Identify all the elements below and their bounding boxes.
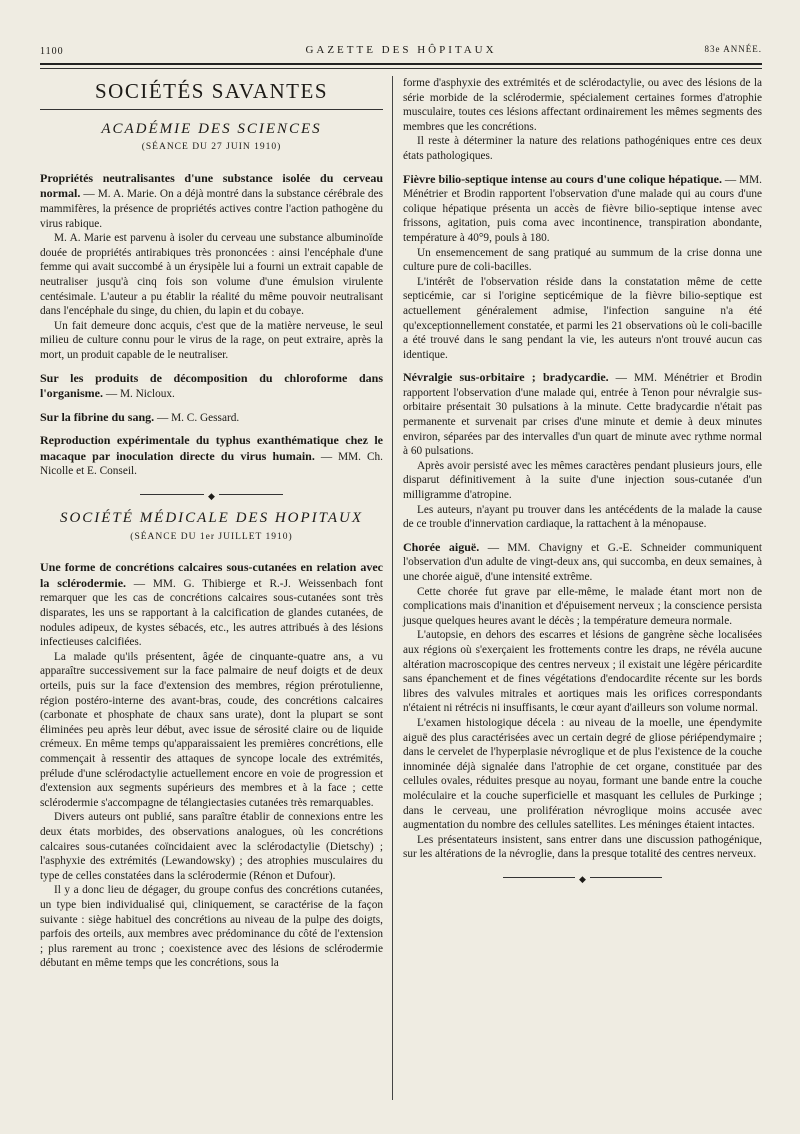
paragraph: Les auteurs, n'ayant pu trouver dans les antécédents de la malade la cause de ce trouble d'innervation cardiaque, la rattachent à la ménopause.	[403, 503, 762, 531]
paragraph: Il y a donc lieu de dégager, du groupe confus des concrétions cutanées, un type bien individualisé qui, cliniquement, se caractérise de la façon suivante : siège habituel des concrétions au niveau de la pulpe des doigts, parfois des orteils, aux membres avec prédominance du côté de l'extension ; plus rarement au tronc ; coexistence avec des lésions de sclérodermie débutant en même temps que les concrétions, sous la	[40, 884, 383, 970]
society-seance: (SÉANCE DU 1er JUILLET 1910)	[130, 531, 293, 542]
paragraph: Les présentateurs insistent, sans entrer dans une discussion pathogénique, sur les altérations de la névroglie, dans la presque totalité des centres nerveux.	[403, 833, 762, 861]
article-title: Reproduction expérimentale du typhus exanthématique chez le macaque par inoculation directe du virus humain.	[40, 433, 383, 463]
article-text: communiquent l'observation d'un adulte de vingt-deux ans, qui succomba, en deux semaines, à une chorée aiguë, d'une intensité extrême.	[403, 541, 762, 583]
paragraph: L'examen histologique décela : au niveau de la moelle, une épendymite aiguë des plus caractérisées avec un certain degré de gliose périépendymaire ; dans le cervelet de l'hyperplasie névroglique et de plus l'existence de la couche innominée déjà signalée dans l'atrophie de cet organe, constituée par des cellules ovales, réduites presque au noyau, formant une bande entre la couche moléculaire et la couche superficielle et masquant les cellules de Purkinge ; dans le cerveau, une prolifération névroglique moins accusée avec augmentation du nombre des cellules satellites. Les méninges étaient intactes.	[403, 716, 762, 832]
page-number: 1100	[40, 46, 64, 57]
header-rule	[40, 63, 762, 65]
article-authors: — M. Nicloux.	[103, 388, 175, 401]
ornament-divider: ◆	[40, 489, 383, 499]
article-title: Sur la fibrine du sang.	[40, 409, 155, 424]
paragraph: Divers auteurs ont publié, sans paraître établir de connexions entre les deux états morbides, des observations analogues, où les concrétions calcaires sous-cutanées coïncidaient avec la sclérodactylie (Dietschy) ; l'asphyxie des extrémités (Lewandowsky) ; des atrophies musculaires du type de celles constatées dans la sclérodermie (Rénon et Dufour).	[40, 811, 383, 882]
article-text: rapportent l'observation d'une malade qui, entrée à Tenon pour névralgie sus-orbitaire présentait 30 pulsations à la minute. Cette bradycardie n'était pas permanente et survenait par crises d'une minute et demie à deux minutes environ, séparées par des intervalles d'un quart de minute avec rythme normal à 60 pulsations.	[403, 386, 762, 458]
article-authors: — MM. Ménétrier et Brodin	[608, 372, 763, 385]
academy-title: ACADÉMIE DES SCIENCES	[101, 120, 322, 137]
article-title: Propriétés neutralisantes d'une substance isolée du cerveau normal.	[40, 170, 383, 201]
article-title: Fièvre bilio-septique intense au cours d'une colique hépatique.	[403, 171, 722, 186]
article-title: Sur les produits de décomposition du chloroforme dans l'organisme.	[40, 370, 383, 401]
paragraph: Après avoir persisté avec les mêmes caractères pendant plusieurs jours, elle disparut définitivement à la suite d'une injection sous-cutanée d'un milligramme d'atropine.	[403, 459, 762, 502]
paragraph-continued: forme d'asphyxie des extrémités et de sclérodactylie, ou avec des lésions de la série morbide de la sclérodermie, spécialement certaines formes d'atrophie musculaire, toutes ces lésions affectant ordinairement les mêmes segments des membres que les concrétions.	[403, 77, 762, 133]
paragraph: Un ensemencement de sang pratiqué au summum de la crise donna une culture pure de coli-bacilles.	[403, 246, 762, 274]
right-column	[403, 76, 762, 892]
article-menetrier-nevralgie	[403, 370, 762, 459]
paragraph: La malade qu'ils présentent, âgée de cinquante-quatre ans, a vu apparaître successivement sur la face palmaire de neuf doigts et de deux orteils, puis sur la face d'extension des membres, région prérotulienne, région postéro-interne des avant-bras, coude, des concrétions calcaires (carbonate et phosphate de chaux sans urate), dont la plupart se sont éliminées peu après leur début, avec issue de sérosité claire ou de liquide crémeux. En même temps qu'apparaissaient les premières concrétions, elle commençait à ressentir des attaques de syncope locale des extrémités, prélude d'une sclérodactylie actuellement encore en voie de progression et d'extension aux segments supérieurs des membres et à la face ; cette sclérodermie s'accompagne de télangiectasies cutanées très remarquables.	[40, 650, 383, 809]
society-title: SOCIÉTÉ MÉDICALE DES HOPITAUX	[59, 510, 364, 527]
article-authors: — MM. Ménétrier et Brodin	[403, 173, 763, 201]
article-marie	[40, 171, 383, 231]
paragraph: Cette chorée fut grave par elle-même, le malade étant mort non de complications mais d'inanition et d'épuisement nerveux ; la conscience persista jusque quelques heures avant le décès ; la température demeura normale.	[403, 585, 762, 627]
paragraph: M. A. Marie est parvenu à isoler du cerveau une substance albuminoïde douée de propriétés antirabiques très prononcées : ainsi l'encéphale d'une femme qui avait succombé à un érysipèle lui a fourni un extrait capable de neutraliser jusqu'à cinq fois son volume d'une émulsion virulente centésimale. L'auteur a pu établir la réalité du même pouvoir neutralisant dans l'encéphale du singe, du chien, du lapin et du cobaye.	[40, 232, 383, 318]
article-text: font remarquer que les cas de concrétions calcaires sous-cutanées sont très disparates, les uns se rapportant à la calcification de glandes cutanées, de nodules adipeux, de kystes sébacés, etc., les autres attribués à des lésions infectieuses calcifiées.	[40, 577, 383, 649]
article-authors: — MM. Chavigny et G.-E. Schneider	[479, 541, 686, 554]
paragraph: L'intérêt de l'observation réside dans la constatation même de cette septicémie, car si l'origine septicémique de la fièvre bilio-septique est actuellement généralement admise, l'infection sanguine n'a été qu'exceptionnellement constatée, et parmi les 21 observations où le coli-bacille a été trouvé dans le sang pendant la vie, les auteurs n'ont trouvé aucun cas identique.	[403, 275, 762, 361]
article-nicloux	[40, 371, 383, 402]
article-authors: — MM. Ch. Nicolle et E. Conseil.	[40, 450, 383, 478]
article-title: Chorée aiguë.	[403, 539, 480, 554]
article-nicolle	[40, 433, 383, 479]
article-authors: — M. C. Gessard.	[154, 411, 240, 424]
article-chavigny	[403, 540, 762, 585]
article-authors: — M. A. Marie.	[80, 188, 157, 201]
section-title: SOCIÉTÉS SAVANTES	[94, 79, 329, 103]
paragraph: Il reste à déterminer la nature des relations pathogéniques entre ces deux états pathologiques.	[403, 135, 762, 162]
article-thibierge	[40, 560, 383, 650]
article-text: On a déjà montré dans la substance cérébrale des mammifères, la présence de propriétés actives contre l'action pathogène du virus rabique.	[40, 188, 383, 230]
left-column	[40, 76, 383, 971]
ornament-divider-end: ◆	[403, 872, 762, 882]
article-gessard	[40, 410, 383, 426]
academy-seance: (SÉANCE DU 27 JUIN 1910)	[141, 142, 282, 153]
article-authors: — MM. G. Thibierge et R.-J. Weissenbach	[126, 577, 358, 590]
journal-year: 83e ANNÉE.	[704, 44, 762, 54]
article-title: Névralgie sus-orbitaire ; bradycardie.	[403, 370, 609, 385]
column-separator	[392, 76, 393, 1100]
header-rule-thin	[40, 68, 762, 69]
journal-title: GAZETTE DES HÔPITAUX	[305, 44, 497, 56]
page-header	[40, 44, 762, 60]
article-menetrier-fievre	[403, 172, 762, 246]
paragraph: Un fait demeure donc acquis, c'est que de la matière nerveuse, le seul milieu de culture connu pour le virus de la rage, on peut extraire, après la mort, un produit capable de le neutraliser.	[40, 319, 383, 361]
section-rule	[40, 109, 383, 110]
article-text: rapportent l'observation d'une malade qui au cours d'une colique hépatique présenta un accès de fièvre bilio-septique intense avec frissons, agitation, puis coma avec incontinence, transpiration abondante, température à 40°9, pouls à 180.	[403, 188, 763, 244]
article-title: Une forme de concrétions calcaires sous-cutanées en relation avec la sclérodermie.	[40, 560, 383, 590]
paragraph: L'autopsie, en dehors des escarres et lésions de gangrène sèche localisées aux régions où s'exerçaient les frottements contre les draps, ne révéla aucune altération macroscopique des centres nerveux ; il existait une légère péricardite sans épanchement et de fines végétations d'endocardite récente sur les bords libres des valvules mitrales et aortiques mais les orifices correspondants n'étaient ni rétrécis ni insuffisants, le cœur ayant d'ailleurs son volume normal.	[403, 629, 762, 715]
